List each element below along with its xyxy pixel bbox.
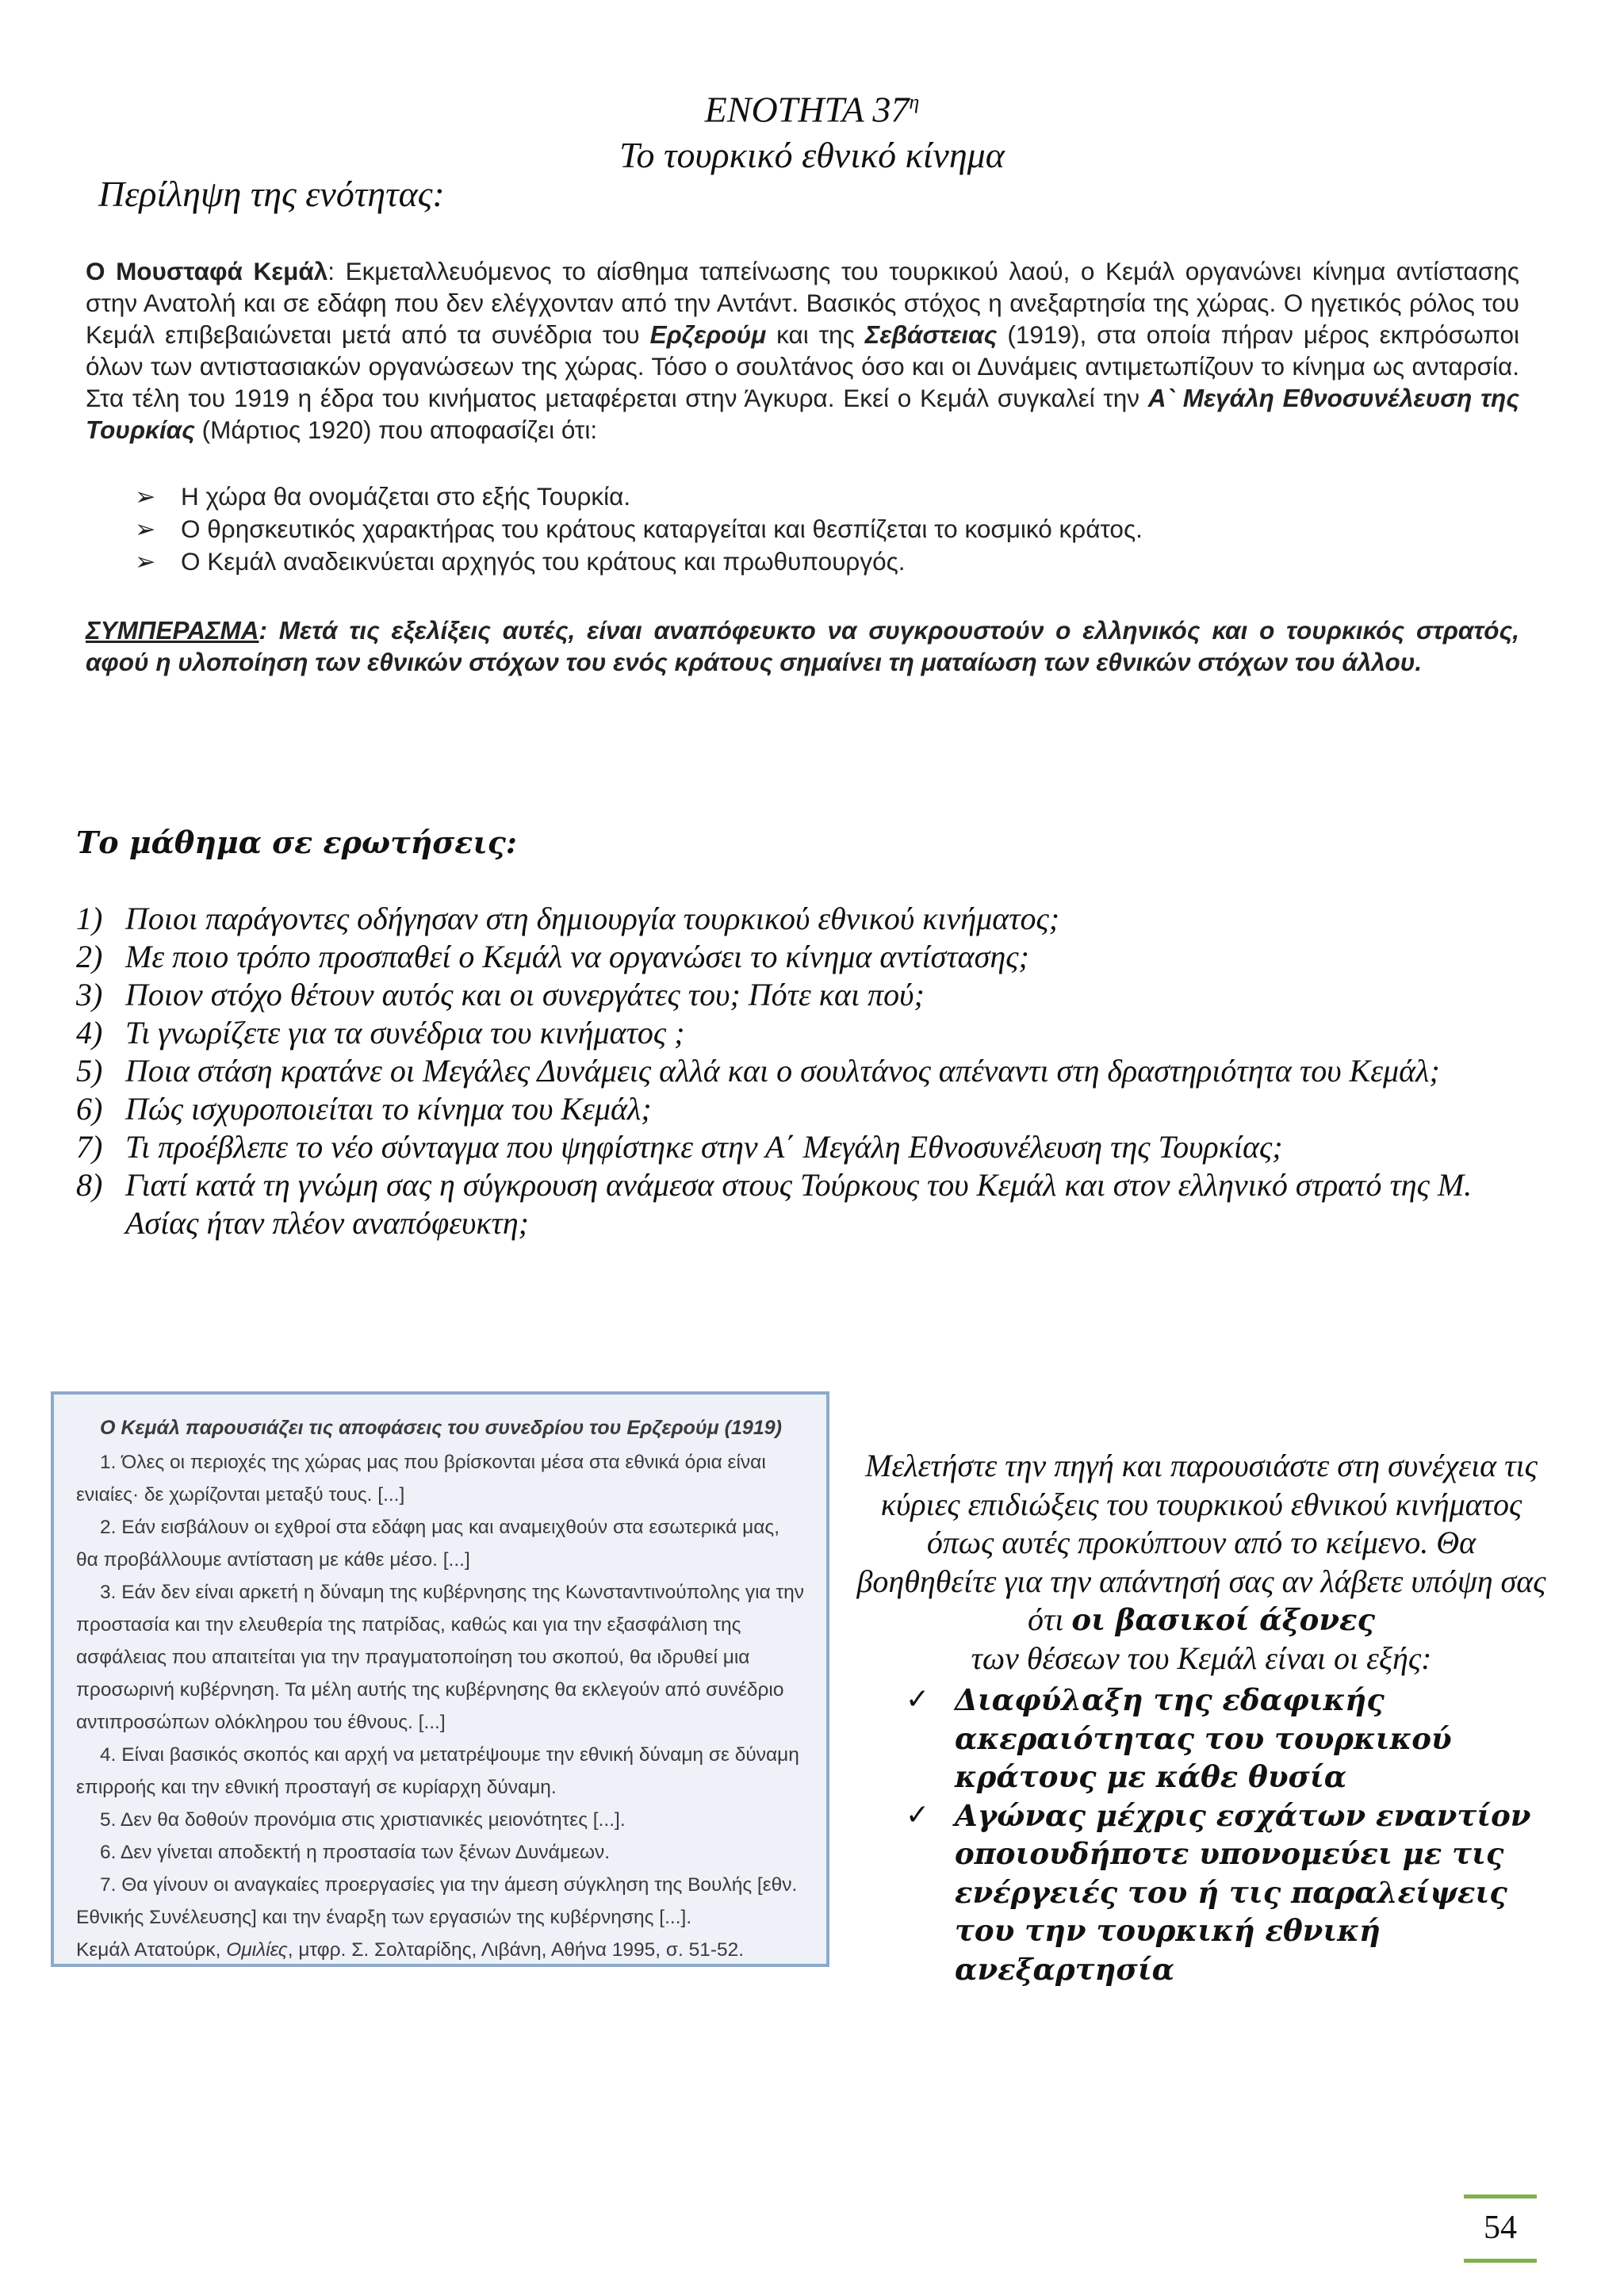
list-item: ✓ Αγώνας μέχρις εσχάτων εναντίον οποιουδήποτε υπονομεύει με τις ενέργειές του ή τις παραλείψεις του την τουρκική εθνική ανεξαρτησία xyxy=(856,1797,1546,1989)
source-point: 6. Δεν γίνεται αποδεκτή η προστασία των ξένων Δυνάμεων. xyxy=(100,1842,611,1863)
questions-header: Το μάθημα σε ερωτήσεις: xyxy=(76,825,517,860)
checkmark-icon: ✓ xyxy=(906,1683,930,1716)
question-item: 4) Τι γνωρίζετε για τα συνέδρια του κινήματος ; xyxy=(76,1015,685,1050)
summary-label: Περίληψη της ενότητας: xyxy=(98,174,445,214)
arrow-bullet-icon: ➢ xyxy=(135,482,156,511)
question-item: 1) Ποιοι παράγοντες οδήγησαν στη δημιουργία τουρκικού εθνικού κινήματος; xyxy=(76,901,1060,936)
source-point: 2. Εάν εισβάλουν οι εχθροί στα εδάφη μας και αναμειχθούν στα εσωτερικά μας, θα προβάλλουμε αντίσταση με κάθε μέσο. [...] xyxy=(76,1517,779,1571)
question-item: 2) Με ποιο τρόπο προσπαθεί ο Κεμάλ να οργανώσει το κίνημα αντίστασης; xyxy=(76,939,1029,974)
list-item: ➢ Η χώρα θα ονομάζεται στο εξής Τουρκία. xyxy=(135,480,1519,513)
question-item: 8) Γιατί κατά τη γνώμη σας η σύγκρουση ανάμεσα στους Τούρκους του Κεμάλ και στον ελληνικό στρατό της Μ. Ασίας ήταν πλέον αναπόφευκτη; xyxy=(76,1167,1473,1241)
arrow-bullet-icon: ➢ xyxy=(135,547,156,576)
source-title: Ο Κεμάλ παρουσιάζει τις αποφάσεις του συνεδρίου του Ερζερούμ (1919) xyxy=(100,1417,782,1439)
summary-box xyxy=(86,255,1519,678)
arrow-bullet-icon: ➢ xyxy=(135,515,156,543)
list-item: ➢ Ο Κεμάλ αναδεικνύεται αρχηγός του κράτους και πρωθυπουργός. xyxy=(135,545,1519,578)
unit-subtitle: Το τουρκικό εθνικό κίνημα xyxy=(619,135,1005,176)
question-item: 7) Τι προέβλεπε το νέο σύνταγμα που ψηφίστηκε στην Α΄ Μεγάλη Εθνοσυνέλευση της Τουρκίας; xyxy=(76,1129,1283,1165)
source-point: 5. Δεν θα δοθούν προνόμια στις χριστιανικές μειονότητες [...]. xyxy=(100,1809,626,1831)
checkmark-icon: ✓ xyxy=(906,1798,930,1831)
decisions-list xyxy=(135,480,1519,578)
title-block xyxy=(0,79,1624,178)
summary-paragraph: Ο Μουσταφά Κεμάλ: Εκμεταλλευόμενος το αίσθημα ταπείνωσης του τουρκικού λαού, ο Κεμάλ οργανώνει κίνημα αντίστασης στην Ανατολή και σε εδάφη που δεν ελέγχονταν από την Αντάντ. Βασικός στόχος η ανεξαρτησία της χώρας. Ο ηγετικός ρόλος του Κεμάλ επιβεβαιώνεται μετά από τα συνέδρια του Ερζερούμ και της Σεβάστειας (1919), στα οποία πήραν μέρος εκπρόσωποι όλων των αντιστασιακών οργανώσεων της χώρας. Τόσο ο σουλτάνος όσο και οι Δυνάμεις αντιμετωπίζουν το κίνημα ως ανταρσία. Στα τέλη του 1919 η έδρα του κινήματος μεταφέρεται στην Άγκυρα. Εκεί ο Κεμάλ συγκαλεί την Α` Μεγάλη Εθνοσυνέλευση της Τουρκίας (Μάρτιος 1920) που αποφασίζει ότι: xyxy=(86,257,1520,444)
source-point: 7. Θα γίνουν οι αναγκαίες προεργασίες για την άμεση σύγκληση της Βουλής [εθν. Εθνικής Συνέλευσης] και την έναρξη των εργασιών της κυβέρνησης [...]. xyxy=(76,1874,798,1928)
list-item: ➢ Ο θρησκευτικός χαρακτήρας του κράτους καταργείται και θεσπίζεται το κοσμικό κράτος. xyxy=(135,513,1519,545)
page-number: 54 xyxy=(1484,2210,1517,2246)
question-item: 5) Ποια στάση κρατάνε οι Μεγάλες Δυνάμεις αλλά και ο σουλτάνος απέναντι στη δραστηριότητα του Κεμάλ; xyxy=(76,1053,1440,1089)
task-box xyxy=(856,1447,1546,1988)
page-number-box xyxy=(1464,2195,1537,2263)
page-number-rule xyxy=(1464,2195,1537,2198)
conclusion: ΣΥΜΠΕΡΑΣΜΑ: Μετά τις εξελίξεις αυτές, είναι αναπόφευκτο να συγκρουστούν ο ελληνικός και ο τουρκικός στρατός, αφού η υλοποίηση των εθνικών στόχων του ενός κράτους σημαίνει τη ματαίωση των εθνικών στόχων του άλλου. xyxy=(86,616,1519,676)
page-number-rule xyxy=(1464,2259,1537,2263)
task-intro-end: των θέσεων του Κεμάλ είναι οι εξής: xyxy=(971,1640,1432,1676)
question-item: 3) Ποιον στόχο θέτουν αυτός και οι συνεργάτες του; Πότε και πού; xyxy=(76,977,925,1012)
unit-title: ΕΝΟΤΗΤΑ $37^\eta$ xyxy=(704,89,920,130)
source-point: 1. Όλες οι περιοχές της χώρας μας που βρίσκονται μέσα στα εθνικά όρια είναι ενιαίες· δε χωρίζονται μεταξύ τους. [...] xyxy=(76,1452,766,1506)
source-point: 4. Είναι βασικός σκοπός και αρχή να μετατρέψουμε την εθνική δύναμη σε δύναμη επιρροής και την εθνική προσταγή σε κυρίαρχη δύναμη. xyxy=(76,1744,799,1798)
questions-list xyxy=(76,900,1551,1242)
source-point: 3. Εάν δεν είναι αρκετή η δύναμη της κυβέρνησης της Κωνσταντινούπολης για την προστασία και την ελευθερία της πατρίδας, καθώς και για την εξασφάλιση της ασφάλειας που απαιτείται για την πραγματοποίηση του σκοπού, θα ιδρυθεί μια προσωρινή κυβέρνηση. Τα μέλη αυτής της κυβέρνησης θα εκλεγούν από συνέδριο αντιπροσώπων ολόκληρου του έθνους. [...] xyxy=(76,1582,805,1733)
list-item: ✓ Διαφύλαξη της εδαφικής ακεραιότητας του τουρκικού κράτους με κάθε θυσία xyxy=(856,1681,1546,1797)
axes-list xyxy=(856,1681,1546,1988)
task-intro: Μελετήστε την πηγή και παρουσιάστε στη συνέχεια τις κύριες επιδιώξεις του τουρκικού εθνικού κινήματος όπως αυτές προκύπτουν από το κείμενο. Θα βοηθηθείτε για την απάντησή σας αν λάβετε υπόψη σας ότι οι βασικοί άξονες xyxy=(856,1448,1546,1637)
source-citation: Κεμάλ Ατατούρκ, Ομιλίες, μτφρ. Σ. Σολταρίδης, Λιβάνη, Αθήνα 1995, σ. 51-52. xyxy=(76,1939,745,1961)
source-box xyxy=(51,1391,829,1967)
question-item: 6) Πώς ισχυροποιείται το κίνημα του Κεμάλ; xyxy=(76,1091,652,1127)
